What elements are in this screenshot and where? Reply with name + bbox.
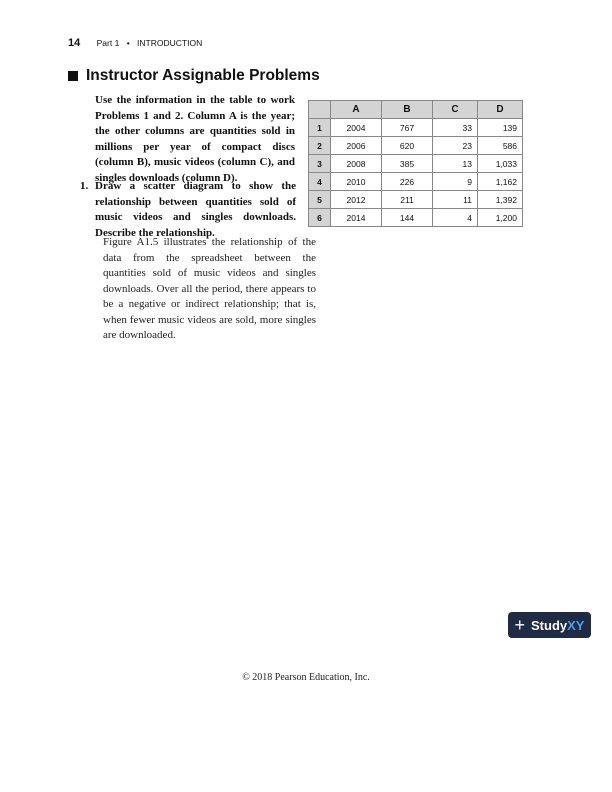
- row-header: 4: [309, 173, 331, 191]
- cell-singles: 1,392: [478, 191, 523, 209]
- studyxy-button[interactable]: [508, 612, 591, 638]
- problem-1: [80, 179, 296, 241]
- data-table: [308, 100, 523, 227]
- cell-videos: 33: [433, 119, 478, 137]
- table-header-row: [309, 101, 523, 119]
- row-header: 6: [309, 209, 331, 227]
- table-row: [309, 137, 523, 155]
- cell-cds: 144: [382, 209, 433, 227]
- column-header: A: [331, 101, 382, 119]
- cell-videos: 9: [433, 173, 478, 191]
- heading-text: Instructor Assignable Problems: [86, 67, 320, 84]
- cell-cds: 385: [382, 155, 433, 173]
- cell-singles: 139: [478, 119, 523, 137]
- table-row: [309, 173, 523, 191]
- cell-singles: 1,033: [478, 155, 523, 173]
- cell-year: 2008: [331, 155, 382, 173]
- cell-year: 2006: [331, 137, 382, 155]
- table-row: [309, 155, 523, 173]
- problem-number: 1.: [80, 180, 89, 192]
- row-header: 1: [309, 119, 331, 137]
- table-row: [309, 191, 523, 209]
- cell-cds: 620: [382, 137, 433, 155]
- section-heading: [68, 67, 320, 85]
- table-row: [309, 209, 523, 227]
- cell-year: 2010: [331, 173, 382, 191]
- running-header: [68, 37, 202, 49]
- answer-paragraph: Figure A1.5 illustrates the relationship of the data from the spreadsheet between the quantities sold of music videos and singles downloads. Over all the period, there appears to be a negative or indirect relationship; that is, when fewer music videos are sold, more singles are downloaded.: [103, 236, 316, 341]
- cell-singles: 1,162: [478, 173, 523, 191]
- plus-icon: +: [514, 615, 526, 635]
- cell-cds: 226: [382, 173, 433, 191]
- table-corner: [309, 101, 331, 119]
- column-header: C: [433, 101, 478, 119]
- copyright-footer: © 2018 Pearson Education, Inc.: [242, 672, 370, 683]
- cell-year: 2014: [331, 209, 382, 227]
- cell-singles: 586: [478, 137, 523, 155]
- cell-year: 2012: [331, 191, 382, 209]
- intro-paragraph: Use the information in the table to work Problems 1 and 2. Column A is the year; the other columns are quantities sold in millions per year of compact discs (column B), music videos (column C), and singles downloads (column D).: [95, 94, 295, 184]
- cell-videos: 4: [433, 209, 478, 227]
- section-label: INTRODUCTION: [137, 38, 203, 48]
- cell-videos: 13: [433, 155, 478, 173]
- column-header: B: [382, 101, 433, 119]
- problem-text: Draw a scatter diagram to show the relationship between quantities sold of music videos and singles downloads. Describe the relationship.: [95, 180, 296, 239]
- cell-cds: 211: [382, 191, 433, 209]
- cell-videos: 11: [433, 191, 478, 209]
- row-header: 5: [309, 191, 331, 209]
- table-row: [309, 119, 523, 137]
- page-number: 14: [68, 37, 81, 49]
- square-bullet-icon: [68, 71, 78, 81]
- cell-videos: 23: [433, 137, 478, 155]
- row-header: 2: [309, 137, 331, 155]
- column-header: D: [478, 101, 523, 119]
- cell-year: 2004: [331, 119, 382, 137]
- cell-singles: 1,200: [478, 209, 523, 227]
- part-label: Part 1: [96, 38, 120, 48]
- cell-cds: 767: [382, 119, 433, 137]
- header-separator: •: [126, 38, 130, 48]
- studyxy-label: StudyXY: [531, 617, 585, 633]
- row-header: 3: [309, 155, 331, 173]
